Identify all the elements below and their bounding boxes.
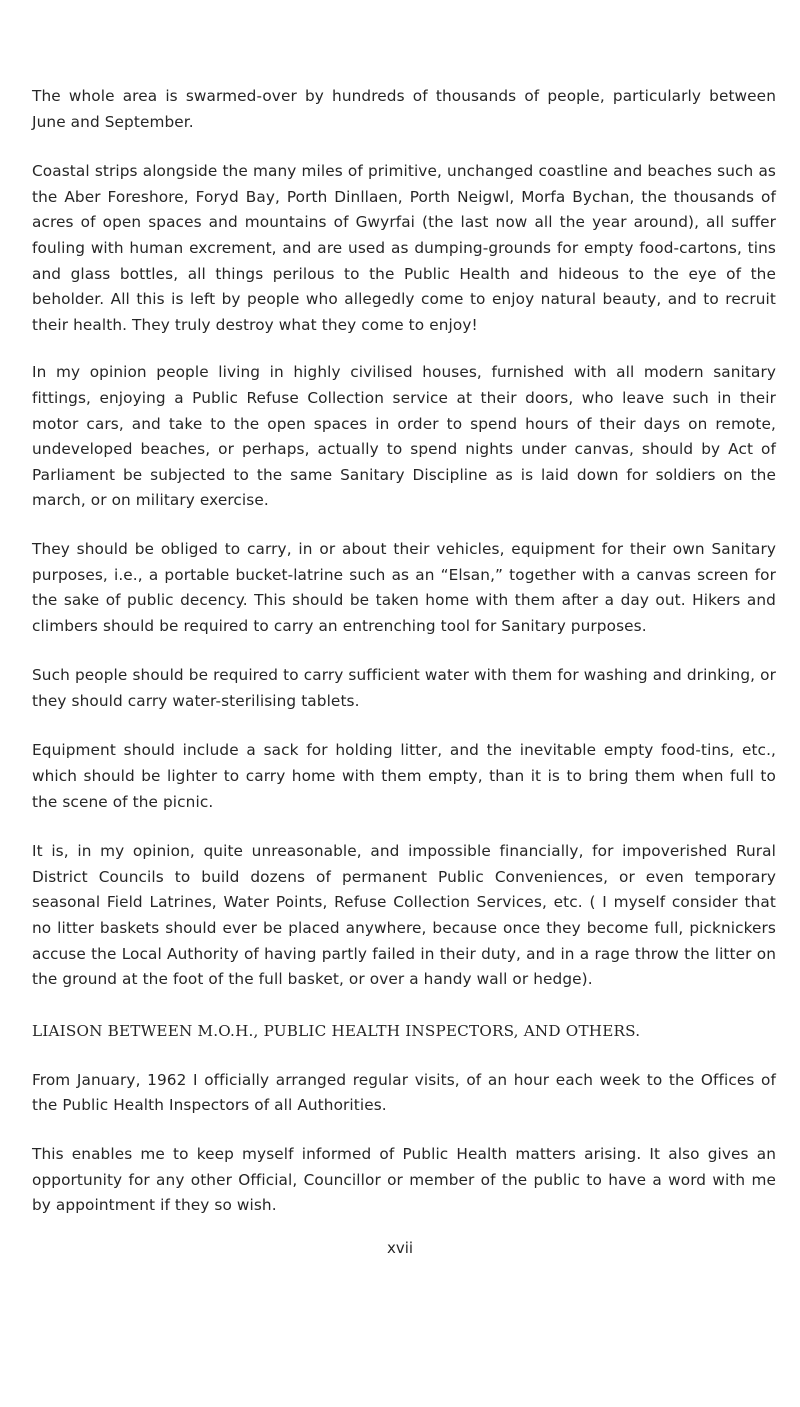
- paragraph-visits: From January, 1962 I officially arranged regular visits, of an hour each week to the Offices of the Public Health Inspectors of all Authorities.: [32, 1070, 776, 1115]
- paragraph-litter-sack: Equipment should include a sack for holding litter, and the inevitable empty food-tins, etc., which should be lighter to carry home with them empty, than it is to bring them when full to the scene of the picnic.: [32, 741, 776, 811]
- paragraph-sanitary-equipment: They should be obliged to carry, in or about their vehicles, equipment for their own Sanitary purposes, i.e., a portable bucket-latrine such as an “Elsan,” together with a canvas screen for the sake of public decency. This should be taken home with them after a day out. Hikers and climbers should be required to carry an entrenching tool for Sanitary purposes.: [32, 539, 776, 635]
- page-number: xvii: [386, 1239, 414, 1257]
- document-page: [32, 84, 776, 1219]
- paragraph-sanitary-discipline: In my opinion people living in highly civilised houses, furnished with all modern sanitary fittings, enjoying a Public Refuse Collection service at their doors, who leave such in their motor cars, and take to the open spaces in order to spend hours of their days on remote, undeveloped beaches, or perhaps, actually to spend nights under canvas, should by Act of Parliament be subjected to the same Sanitary Discipline as is laid down for soldiers on the march, or on military exercise.: [32, 363, 776, 510]
- paragraph-coastal-fouling: Coastal strips alongside the many miles of primitive, unchanged coastline and beaches such as the Aber Foreshore, Foryd Bay, Porth Dinllaen, Porth Neigwl, Morfa Bychan, the thousands of acres of open spaces and mountains of Gwyrfai (the last now all the year around), all suffer fouling with human excrement, and are used as dumping-grounds for empty food-cartons, tins and glass bottles, all things perilous to the Public Health and hideous to the eye of the beholder. All this is left by people who allegedly come to enjoy natural beauty, and to recruit their health. They truly destroy what they come to enjoy!: [32, 162, 776, 334]
- paragraph-council-finance: It is, in my opinion, quite unreasonable, and impossible financially, for impoverished Rural District Councils to build dozens of permanent Public Conveniences, or even temporary seasonal Field Latrines, Water Points, Refuse Collection Services, etc. ( I myself consider that no litter baskets should ever be placed anywhere, because once they become full, picknickers accuse the Local Authority of having partly failed in their duty, and in a rage throw the litter on the ground at the foot of the full basket, or over a handy wall or hedge).: [32, 842, 776, 989]
- paragraph-appointments: This enables me to keep myself informed of Public Health matters arising. It also gives an opportunity for any other Official, Councillor or member of the public to have a word with me by appointment if they so wish.: [32, 1145, 776, 1215]
- paragraph-water: Such people should be required to carry sufficient water with them for washing and drinking, or they should carry water-sterilising tablets.: [32, 666, 776, 710]
- section-heading: LIAISON BETWEEN M.O.H., PUBLIC HEALTH INSPECTORS, AND OTHERS.: [32, 1021, 641, 1040]
- paragraph-visitors: The whole area is swarmed-over by hundreds of thousands of people, particularly between June and September.: [32, 87, 776, 131]
